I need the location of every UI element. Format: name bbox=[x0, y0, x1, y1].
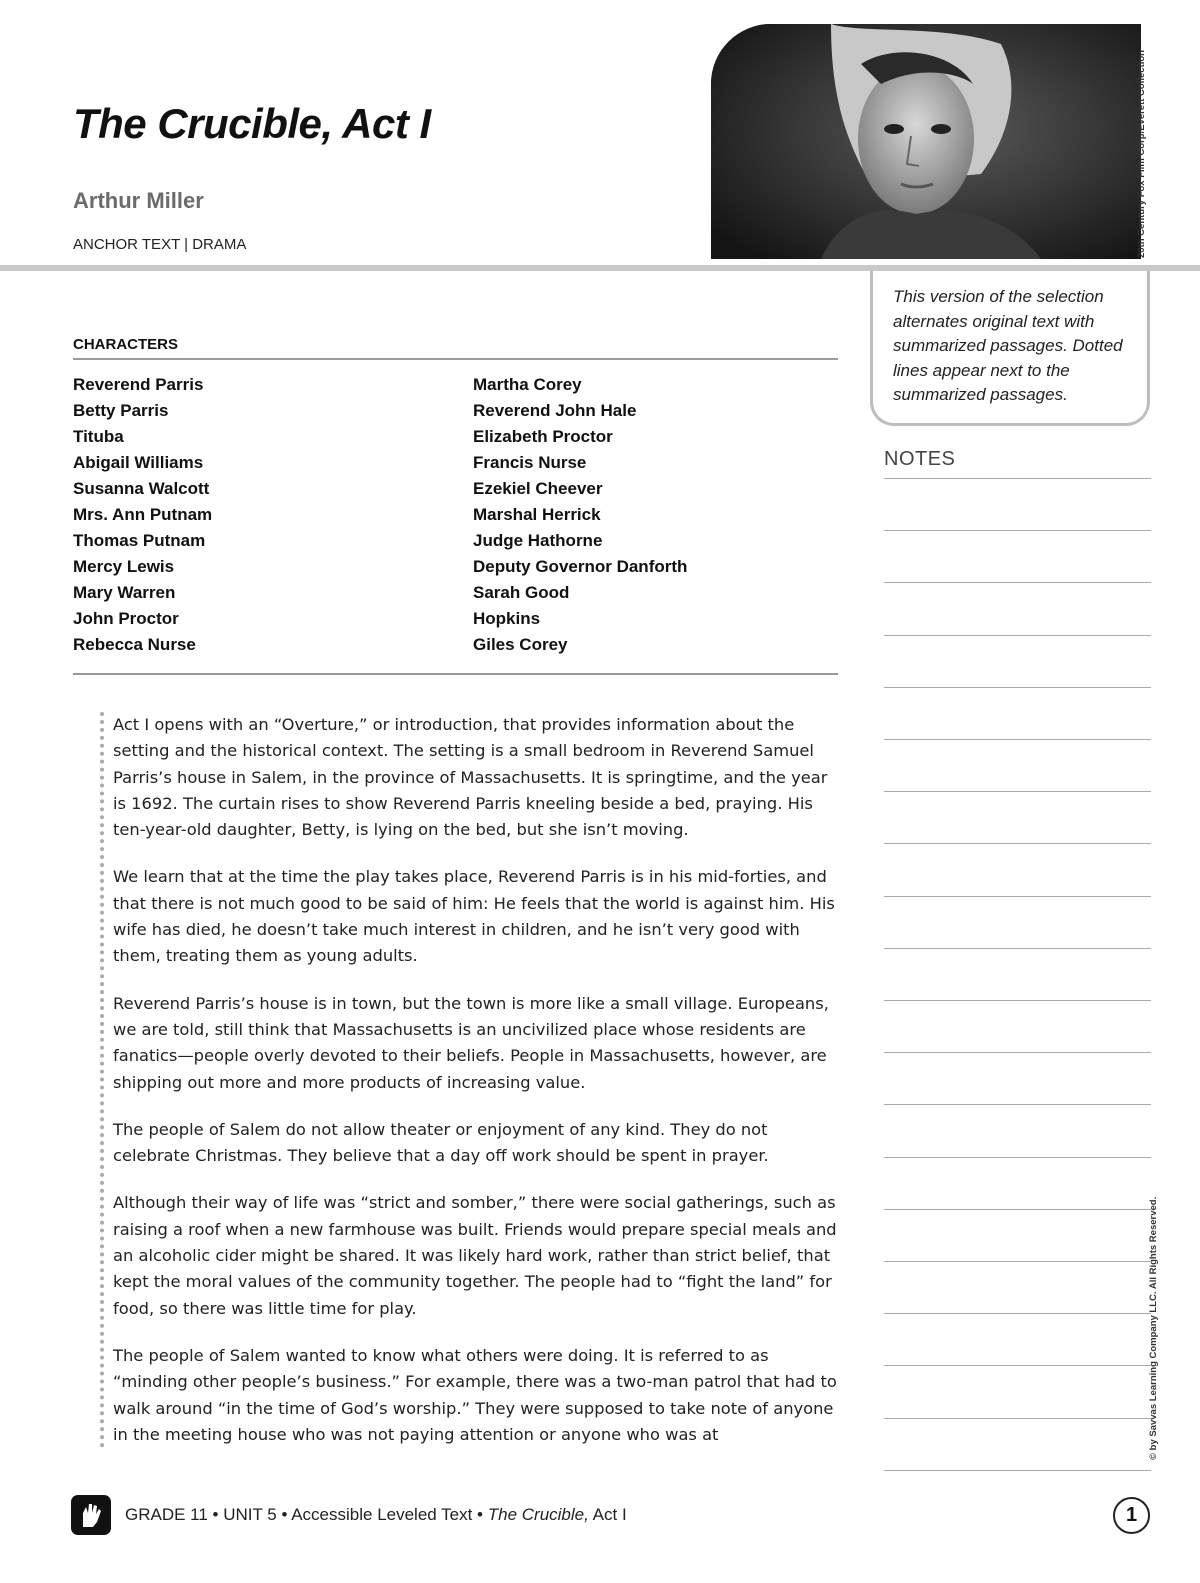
note-line bbox=[884, 1418, 1151, 1419]
character-name: Giles Corey bbox=[473, 635, 568, 654]
character-name: Reverend John Hale bbox=[473, 401, 637, 420]
characters-heading: CHARACTERS bbox=[73, 336, 178, 353]
note-line bbox=[884, 896, 1151, 897]
note-line bbox=[884, 478, 1151, 479]
summary-paragraph: Act I opens with an “Overture,” or introduction, that provides information about the setting and the historical context. The setting is a small bedroom in Reverend Samuel Parris’s house in Salem, in the province of Massachusetts. It is springtime, and the year is 1692. The curtain rises to show Reverend Parris kneeling beside a bed, praying. His ten-year-old daughter, Betty, is lying on the bed, but she isn’t moving. bbox=[113, 715, 828, 840]
character-name: Deputy Governor Danforth bbox=[473, 557, 688, 576]
character-name: Judge Hathorne bbox=[473, 531, 603, 550]
character-name: Reverend Parris bbox=[73, 375, 204, 394]
character-name: Hopkins bbox=[473, 609, 541, 628]
note-line bbox=[884, 791, 1151, 792]
note-line bbox=[884, 635, 1151, 636]
character-name: Martha Corey bbox=[473, 375, 582, 394]
note-line bbox=[884, 1261, 1151, 1262]
photo-credit: 20th Century Fox Film Corp/Everett Collection bbox=[1136, 50, 1147, 258]
portrait-image bbox=[711, 24, 1141, 259]
film-still-photo bbox=[711, 24, 1141, 259]
character-name: Abigail Williams bbox=[73, 453, 204, 472]
summarized-passage bbox=[100, 712, 842, 1448]
character-name: Tituba bbox=[73, 427, 124, 446]
selection-note-callout: This version of the selection alternates original text with summarized passages. Dotted lines appear next to the summarized passages. bbox=[870, 271, 1150, 426]
note-line bbox=[884, 1313, 1151, 1314]
note-line bbox=[884, 739, 1151, 740]
note-line bbox=[884, 1209, 1151, 1210]
note-line bbox=[884, 1365, 1151, 1366]
note-line bbox=[884, 582, 1151, 583]
character-name: Elizabeth Proctor bbox=[473, 427, 613, 446]
note-line bbox=[884, 1052, 1151, 1053]
characters-top-rule bbox=[73, 358, 838, 360]
summary-paragraph: Although their way of life was “strict and somber,” there were social gatherings, such as raising a roof when a new farmhouse was built. Friends would prepare special meals and an alcoholic cider might be shared. It was likely hard work, rather than strict belief, that kept the moral values of the community together. The people had to “fight the land” for food, so there was little time for play. bbox=[113, 1193, 837, 1318]
characters-right-column bbox=[473, 372, 687, 658]
note-line bbox=[884, 1000, 1151, 1001]
note-line bbox=[884, 1104, 1151, 1105]
author-name: Arthur Miller bbox=[73, 188, 204, 213]
character-name: Rebecca Nurse bbox=[73, 635, 196, 654]
note-line bbox=[884, 687, 1151, 688]
hand-logo-icon bbox=[71, 1495, 111, 1535]
summary-paragraph: The people of Salem do not allow theater or enjoyment of any kind. They do not celebrate Christmas. They believe that a day off work should be spent in prayer. bbox=[113, 1119, 769, 1166]
character-name: Francis Nurse bbox=[473, 453, 587, 472]
summary-paragraph: The people of Salem wanted to know what others were doing. It is referred to as “minding other people’s business.” For example, there was a two-man patrol that had to walk around “in the time of God’s worship.” They were supposed to take note of anyone in the meeting house who was not paying attention or anyone who was at bbox=[113, 1345, 837, 1444]
note-line bbox=[884, 843, 1151, 844]
note-line bbox=[884, 1470, 1151, 1471]
copyright-notice: © by Savvas Learning Company LLC. All Rights Reserved. bbox=[1148, 1196, 1159, 1460]
character-name: Thomas Putnam bbox=[73, 531, 206, 550]
summary-paragraph: We learn that at the time the play takes place, Reverend Parris is in his mid-forties, and that there is not much good to be said of him: He feels that the world is against him. His wife has died, he doesn’t take much interest in children, and he isn’t very good with them, treating them as young adults. bbox=[113, 867, 835, 966]
note-line bbox=[884, 530, 1151, 531]
note-line bbox=[884, 1157, 1151, 1158]
document-title: The Crucible, Act I bbox=[73, 100, 431, 147]
characters-left-column bbox=[73, 372, 212, 658]
notes-label: NOTES bbox=[884, 448, 956, 470]
characters-bottom-rule bbox=[73, 673, 838, 675]
character-name: Marshal Herrick bbox=[473, 505, 601, 524]
character-name: Betty Parris bbox=[73, 401, 169, 420]
genre-label: ANCHOR TEXT | DRAMA bbox=[73, 236, 247, 253]
character-name: Mary Warren bbox=[73, 583, 176, 602]
page-number: 1 bbox=[1113, 1497, 1150, 1534]
character-name: Susanna Walcott bbox=[73, 479, 210, 498]
footer-course-info: GRADE 11 • UNIT 5 • Accessible Leveled Text • The Crucible, Act I bbox=[125, 1505, 627, 1524]
note-line bbox=[884, 948, 1151, 949]
character-name: Mercy Lewis bbox=[73, 557, 175, 576]
summary-paragraph: Reverend Parris’s house is in town, but the town is more like a small village. Europeans, we are told, still think that Massachusetts is an uncivilized place whose residents are fanatics—people overly devoted to their beliefs. People in Massachusetts, however, are shipping out more and more products of increasing value. bbox=[113, 993, 829, 1092]
character-name: Ezekiel Cheever bbox=[473, 479, 603, 498]
character-name: Mrs. Ann Putnam bbox=[73, 505, 213, 524]
character-name: Sarah Good bbox=[473, 583, 570, 602]
character-name: John Proctor bbox=[73, 609, 179, 628]
